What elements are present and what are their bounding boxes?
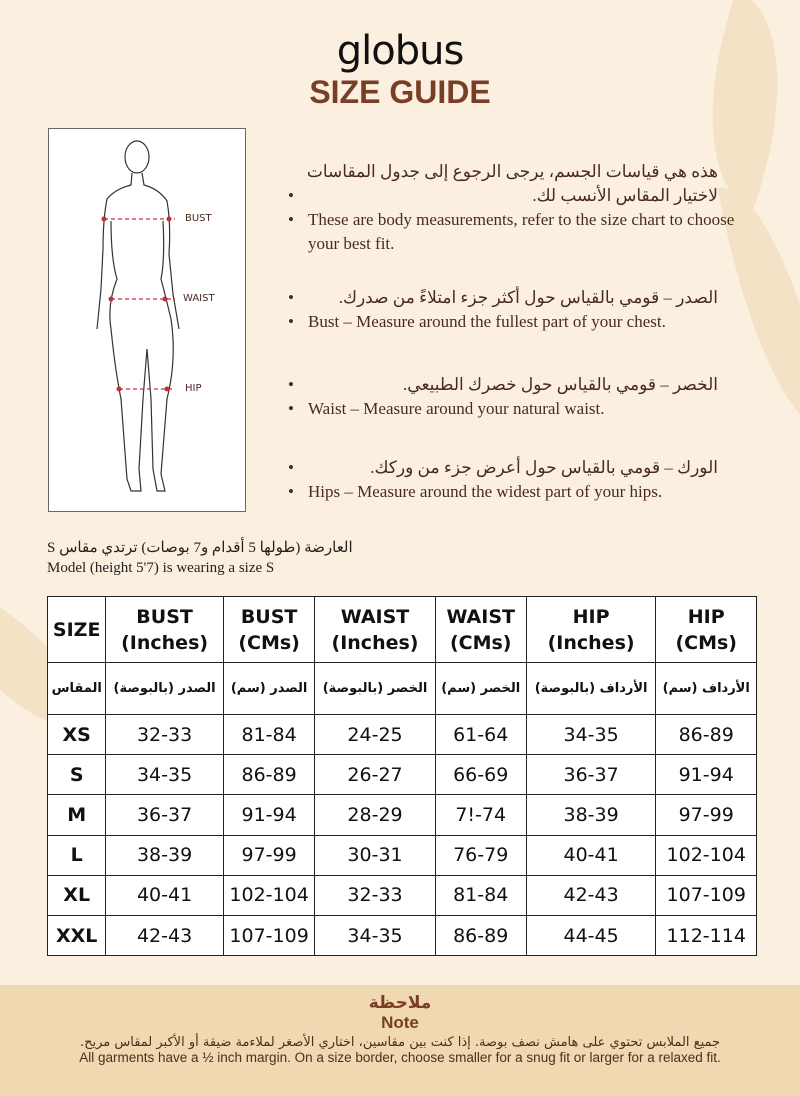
header-label: HIP [687, 605, 725, 628]
header-label: BUST [136, 605, 193, 628]
instruction-en: • These are body measurements, refer to the size chart to choose your best fit. [288, 208, 758, 256]
measurement-cell: 40-41 [526, 835, 656, 875]
instruction-ar: الصدر – قومي بالقياس حول أكثر جزء امتلاءً من صدرك. • [288, 286, 758, 310]
header-cell-ar: الصدر (بالبوصة) [106, 663, 223, 715]
measurement-cell: 32-33 [315, 875, 435, 915]
header-cell [656, 597, 757, 663]
brand-logo: globus [336, 28, 464, 74]
table-row [48, 795, 757, 835]
measurement-cell: 86-89 [656, 715, 757, 755]
instruction-en: • Bust – Measure around the fullest part of your chest. [288, 310, 758, 334]
measurement-cell: 7!-74 [435, 795, 526, 835]
measurement-cell: 107-109 [223, 915, 315, 955]
instruction-en: • Hips – Measure around the widest part of your hips. [288, 480, 758, 504]
header-cell [435, 597, 526, 663]
measurement-cell: 76-79 [435, 835, 526, 875]
page-title: SIZE GUIDE [309, 74, 491, 110]
measurement-cell: 24-25 [315, 715, 435, 755]
measurement-cell: 91-94 [223, 795, 315, 835]
measurement-cell: 28-29 [315, 795, 435, 835]
header-unit: (Inches) [331, 631, 419, 654]
measurement-cell: 112-114 [656, 915, 757, 955]
header-cell [48, 597, 106, 663]
measurement-cell: 44-45 [526, 915, 656, 955]
header-row [48, 597, 757, 663]
table-row [48, 875, 757, 915]
measurement-cell: 102-104 [656, 835, 757, 875]
model-info-en: Model (height 5'7) is wearing a size S [47, 560, 275, 576]
measurement-cell: 36-37 [106, 795, 223, 835]
table-row [48, 755, 757, 795]
header-unit: (CMs) [238, 631, 300, 654]
size-cell: S [48, 755, 106, 795]
hip-label: HIP [185, 383, 202, 394]
header-cell [526, 597, 656, 663]
model-info-ar: العارضة (طولها 5 أقدام و7 بوصات) ترتدي مقاس S [47, 540, 353, 556]
measurement-cell: 30-31 [315, 835, 435, 875]
body-silhouette-icon [49, 129, 247, 513]
table-row [48, 835, 757, 875]
measurement-cell: 97-99 [223, 835, 315, 875]
waist-label: WAIST [183, 293, 215, 304]
header-row-ar [48, 663, 757, 715]
measurement-cell: 36-37 [526, 755, 656, 795]
note-title: Note [381, 1013, 419, 1032]
size-cell: XS [48, 715, 106, 755]
instruction-waist [288, 373, 758, 421]
size-cell: XL [48, 875, 106, 915]
header-cell [106, 597, 223, 663]
measurement-cell: 61-64 [435, 715, 526, 755]
header-cell-ar: الصدر (سم) [223, 663, 315, 715]
measurement-cell: 34-35 [315, 915, 435, 955]
header-label: WAIST [340, 605, 410, 628]
header-unit: (CMs) [675, 631, 737, 654]
measurement-cell: 34-35 [526, 715, 656, 755]
instruction-ar: الخصر – قومي بالقياس حول خصرك الطبيعي. • [288, 373, 758, 397]
measurement-cell: 40-41 [106, 875, 223, 915]
model-info [47, 538, 353, 578]
measurement-cell: 38-39 [106, 835, 223, 875]
size-chart-table [47, 596, 757, 956]
measurement-figure [48, 128, 246, 512]
measurement-cell: 34-35 [106, 755, 223, 795]
header-label: BUST [240, 605, 298, 628]
header-cell-ar: الخصر (سم) [435, 663, 526, 715]
size-cell: XXL [48, 915, 106, 955]
size-cell: M [48, 795, 106, 835]
instruction-ar: هذه هي قياسات الجسم، يرجى الرجوع إلى جدول المقاسات لاختيار المقاس الأنسب لك. • [288, 160, 758, 208]
measurement-cell: 32-33 [106, 715, 223, 755]
bust-label: BUST [185, 213, 212, 224]
measurement-cell: 26-27 [315, 755, 435, 795]
measurement-cell: 42-43 [526, 875, 656, 915]
measurement-cell: 81-84 [223, 715, 315, 755]
note-section [0, 985, 800, 1096]
header-label: WAIST [446, 605, 515, 628]
instruction-en: • Waist – Measure around your natural waist. [288, 397, 758, 421]
header-cell-ar: الأرداف (بالبوصة) [526, 663, 656, 715]
note-title-ar: ملاحظة [368, 993, 432, 1013]
header-cell [315, 597, 435, 663]
measurement-cell: 86-89 [435, 915, 526, 955]
header-label: HIP [572, 605, 610, 628]
measurement-cell: 42-43 [106, 915, 223, 955]
instruction-bust [288, 286, 758, 334]
measurement-cell: 102-104 [223, 875, 315, 915]
header-unit: (Inches) [547, 631, 635, 654]
size-cell: L [48, 835, 106, 875]
header-label: SIZE [52, 618, 101, 641]
instruction-ar: الورك – قومي بالقياس حول أعرض جزء من وركك. • [288, 456, 758, 480]
header-cell-ar: الأرداف (سم) [656, 663, 757, 715]
measurement-cell: 107-109 [656, 875, 757, 915]
header-cell-ar: الخصر (بالبوصة) [315, 663, 435, 715]
table-row [48, 915, 757, 955]
header-cell [223, 597, 315, 663]
note-text: All garments have a ½ inch margin. On a size border, choose smaller for a snug fit or larger for a relaxed fit. [79, 1050, 721, 1065]
measurement-cell: 81-84 [435, 875, 526, 915]
instruction-general [288, 160, 758, 256]
instruction-hips [288, 456, 758, 504]
header-cell-ar: المقاس [48, 663, 106, 715]
note-text-ar: جميع الملابس تحتوي على هامش نصف بوصة. إذا كنت بين مقاسين، اختاري الأصغر لملاءمة ضيقة أو الأكبر لمقاس مريح. [79, 1035, 721, 1050]
measurement-cell: 91-94 [656, 755, 757, 795]
measurement-cell: 97-99 [656, 795, 757, 835]
header-unit: (Inches) [121, 631, 209, 654]
header-unit: (CMs) [449, 631, 512, 654]
measurement-cell: 38-39 [526, 795, 656, 835]
measurement-cell: 66-69 [435, 755, 526, 795]
measurement-cell: 86-89 [223, 755, 315, 795]
table-row [48, 715, 757, 755]
